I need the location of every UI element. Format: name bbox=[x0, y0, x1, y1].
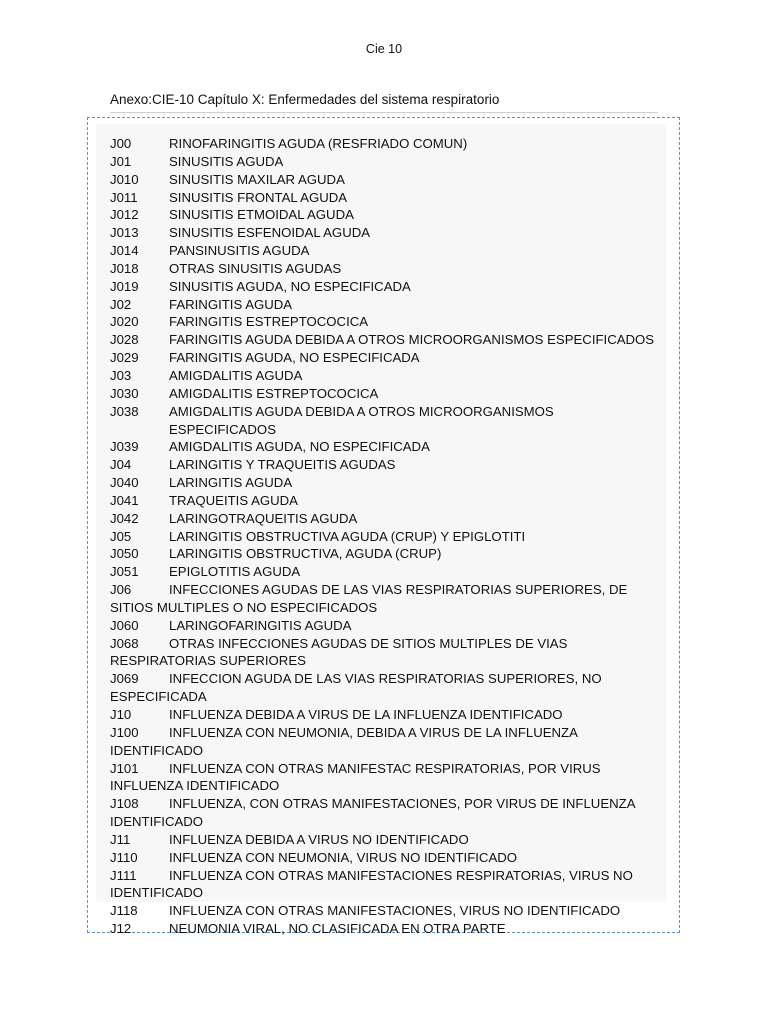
entry-code: J05 bbox=[110, 528, 132, 544]
entry-row bbox=[110, 492, 662, 510]
entry-row bbox=[110, 795, 662, 831]
entry-description: LARINGITIS OBSTRUCTIVA AGUDA (CRUP) Y EPIGLOTITI bbox=[169, 528, 526, 544]
entry-description: LARINGOFARINGITIS AGUDA bbox=[169, 617, 352, 633]
entry-row bbox=[110, 760, 662, 796]
entry-code: J06 bbox=[110, 582, 132, 598]
entry-code: J068 bbox=[110, 635, 139, 651]
entry-code: J10 bbox=[110, 707, 132, 722]
entry-row bbox=[110, 385, 662, 403]
entry-row bbox=[110, 367, 662, 385]
entry-description: AMIGDALITIS AGUDA, NO ESPECIFICADA bbox=[169, 439, 430, 455]
entry-list bbox=[110, 135, 662, 938]
entry-description: OTRAS SINUSITIS AGUDAS bbox=[169, 260, 342, 276]
entry-code: J010 bbox=[110, 171, 139, 187]
entry-row bbox=[110, 617, 662, 635]
entry-code: J108 bbox=[110, 796, 139, 812]
entry-code: J110 bbox=[110, 849, 138, 865]
entry-description: EPIGLOTITIS AGUDA bbox=[169, 564, 301, 580]
entry-row bbox=[110, 189, 662, 207]
entry-code: J11 bbox=[110, 831, 131, 847]
entry-row bbox=[110, 510, 662, 528]
entry-description: TRAQUEITIS AGUDA bbox=[169, 492, 298, 508]
entry-row bbox=[110, 528, 662, 546]
entry-description: INFLUENZA CON OTRAS MANIFESTACIONES RESPIRATORIAS, VIRUS NO IDENTIFICADO bbox=[110, 867, 633, 901]
entry-row bbox=[110, 296, 662, 314]
entry-description: INFLUENZA DEBIDA A VIRUS NO IDENTIFICADO bbox=[169, 831, 469, 847]
entry-code: J101 bbox=[110, 760, 139, 776]
entry-description: AMIGDALITIS ESTREPTOCOCICA bbox=[169, 385, 379, 401]
entry-description: INFLUENZA CON NEUMONIA, DEBIDA A VIRUS DE LA INFLUENZA IDENTIFICADO bbox=[110, 724, 578, 758]
entry-code: J060 bbox=[110, 617, 139, 633]
entry-row bbox=[110, 349, 662, 367]
entry-row bbox=[110, 224, 662, 242]
entry-code: J039 bbox=[110, 439, 139, 455]
entry-row bbox=[110, 581, 662, 617]
entry-description: PANSINUSITIS AGUDA bbox=[169, 243, 310, 259]
entry-code: J050 bbox=[110, 546, 139, 562]
entry-description: FARINGITIS ESTREPTOCOCICA bbox=[169, 314, 369, 330]
entry-description: INFLUENZA DEBIDA A VIRUS DE LA INFLUENZA IDENTIFICADO bbox=[169, 707, 563, 722]
entry-description: SINUSITIS AGUDA, NO ESPECIFICADA bbox=[169, 278, 411, 294]
entry-description: INFECCION AGUDA DE LAS VIAS RESPIRATORIAS SUPERIORES, NO ESPECIFICADA bbox=[110, 671, 602, 705]
entry-code: J040 bbox=[110, 475, 139, 491]
entry-row bbox=[110, 456, 662, 474]
entry-description: FARINGITIS AGUDA DEBIDA A OTROS MICROORGANISMOS ESPECIFICADOS bbox=[169, 332, 655, 348]
entry-code: J01 bbox=[110, 153, 132, 169]
entry-code: J011 bbox=[110, 189, 138, 205]
entry-row bbox=[110, 153, 662, 171]
entry-description: NEUMONIA VIRAL, NO CLASIFICADA EN OTRA PARTE bbox=[169, 921, 506, 937]
entry-code: J00 bbox=[110, 136, 132, 151]
entry-description: INFECCIONES AGUDAS DE LAS VIAS RESPIRATORIAS SUPERIORES, DE SITIOS MULTIPLES O NO ESPECIFICADOS bbox=[110, 582, 628, 615]
entry-row bbox=[110, 635, 662, 671]
entry-code: J014 bbox=[110, 243, 139, 259]
entry-row bbox=[110, 278, 662, 296]
entry-row bbox=[110, 474, 662, 492]
entry-row bbox=[110, 670, 662, 706]
entry-row bbox=[110, 438, 662, 456]
entry-row bbox=[110, 171, 662, 189]
entry-code: J04 bbox=[110, 457, 132, 473]
entry-row bbox=[110, 545, 662, 563]
document-title: Anexo:CIE-10 Capítulo X: Enfermedades del sistema respiratorio bbox=[110, 92, 658, 113]
entry-description: RINOFARINGITIS AGUDA (RESFRIADO COMUN) bbox=[169, 136, 468, 151]
entry-description: LARINGOTRAQUEITIS AGUDA bbox=[169, 510, 358, 526]
entry-code: J030 bbox=[110, 385, 139, 401]
entry-row bbox=[110, 563, 662, 581]
entry-description: LARINGITIS AGUDA bbox=[169, 475, 293, 491]
entry-description: SINUSITIS FRONTAL AGUDA bbox=[169, 189, 348, 205]
entry-row bbox=[110, 706, 662, 724]
entry-code: J029 bbox=[110, 350, 139, 366]
entry-row bbox=[110, 724, 662, 760]
entry-row bbox=[110, 313, 662, 331]
entry-code: J028 bbox=[110, 332, 139, 348]
entry-code: J02 bbox=[110, 296, 132, 312]
entry-description: SINUSITIS AGUDA bbox=[169, 153, 284, 169]
entry-description: LARINGITIS OBSTRUCTIVA, AGUDA (CRUP) bbox=[169, 546, 442, 562]
entry-code: J038 bbox=[110, 403, 139, 419]
entry-code: J118 bbox=[110, 903, 138, 919]
entry-code: J069 bbox=[110, 671, 139, 687]
entry-description: INFLUENZA CON OTRAS MANIFESTACIONES, VIRUS NO IDENTIFICADO bbox=[169, 903, 621, 919]
entry-code: J100 bbox=[110, 724, 139, 740]
entry-code: J03 bbox=[110, 367, 132, 383]
entry-description: AMIGDALITIS AGUDA DEBIDA A OTROS MICROORGANISMOS ESPECIFICADOS bbox=[169, 403, 554, 437]
entry-code: J019 bbox=[110, 278, 139, 294]
entry-description: AMIGDALITIS AGUDA bbox=[169, 367, 303, 383]
entry-description: SINUSITIS ESFENOIDAL AGUDA bbox=[169, 225, 371, 241]
entry-code: J12 bbox=[110, 921, 132, 937]
entry-code: J020 bbox=[110, 314, 139, 330]
entry-code: J111 bbox=[110, 867, 137, 883]
entry-description: LARINGITIS Y TRAQUEITIS AGUDAS bbox=[169, 457, 396, 473]
entry-code: J012 bbox=[110, 207, 139, 223]
entry-row bbox=[110, 242, 662, 260]
entry-row bbox=[110, 206, 662, 224]
entry-row bbox=[110, 920, 662, 938]
entry-code: J018 bbox=[110, 260, 139, 276]
entry-row bbox=[110, 902, 662, 920]
entry-description: INFLUENZA CON NEUMONIA, VIRUS NO IDENTIFICADO bbox=[169, 849, 518, 865]
entry-row bbox=[110, 849, 662, 867]
entry-description: FARINGITIS AGUDA bbox=[169, 296, 293, 312]
entry-description: SINUSITIS ETMOIDAL AGUDA bbox=[169, 207, 354, 223]
entry-row bbox=[110, 331, 662, 349]
entry-description: INFLUENZA CON OTRAS MANIFESTAC RESPIRATORIAS, POR VIRUS INFLUENZA IDENTIFICADO bbox=[110, 760, 601, 794]
entry-code: J051 bbox=[110, 564, 139, 580]
entry-code: J013 bbox=[110, 225, 139, 241]
entry-row bbox=[110, 867, 662, 903]
entry-code: J041 bbox=[110, 492, 139, 508]
entry-description: INFLUENZA, CON OTRAS MANIFESTACIONES, POR VIRUS DE INFLUENZA IDENTIFICADO bbox=[110, 796, 635, 830]
entry-row bbox=[110, 135, 662, 153]
entry-code: J042 bbox=[110, 510, 139, 526]
entry-description: SINUSITIS MAXILAR AGUDA bbox=[169, 171, 345, 187]
entry-row bbox=[110, 831, 662, 849]
entry-description: FARINGITIS AGUDA, NO ESPECIFICADA bbox=[169, 350, 420, 366]
entry-description: OTRAS INFECCIONES AGUDAS DE SITIOS MULTIPLES DE VIAS RESPIRATORIAS SUPERIORES bbox=[110, 635, 568, 669]
entry-row bbox=[110, 403, 662, 439]
entry-row bbox=[110, 260, 662, 278]
page-header: Cie 10 bbox=[365, 42, 403, 56]
